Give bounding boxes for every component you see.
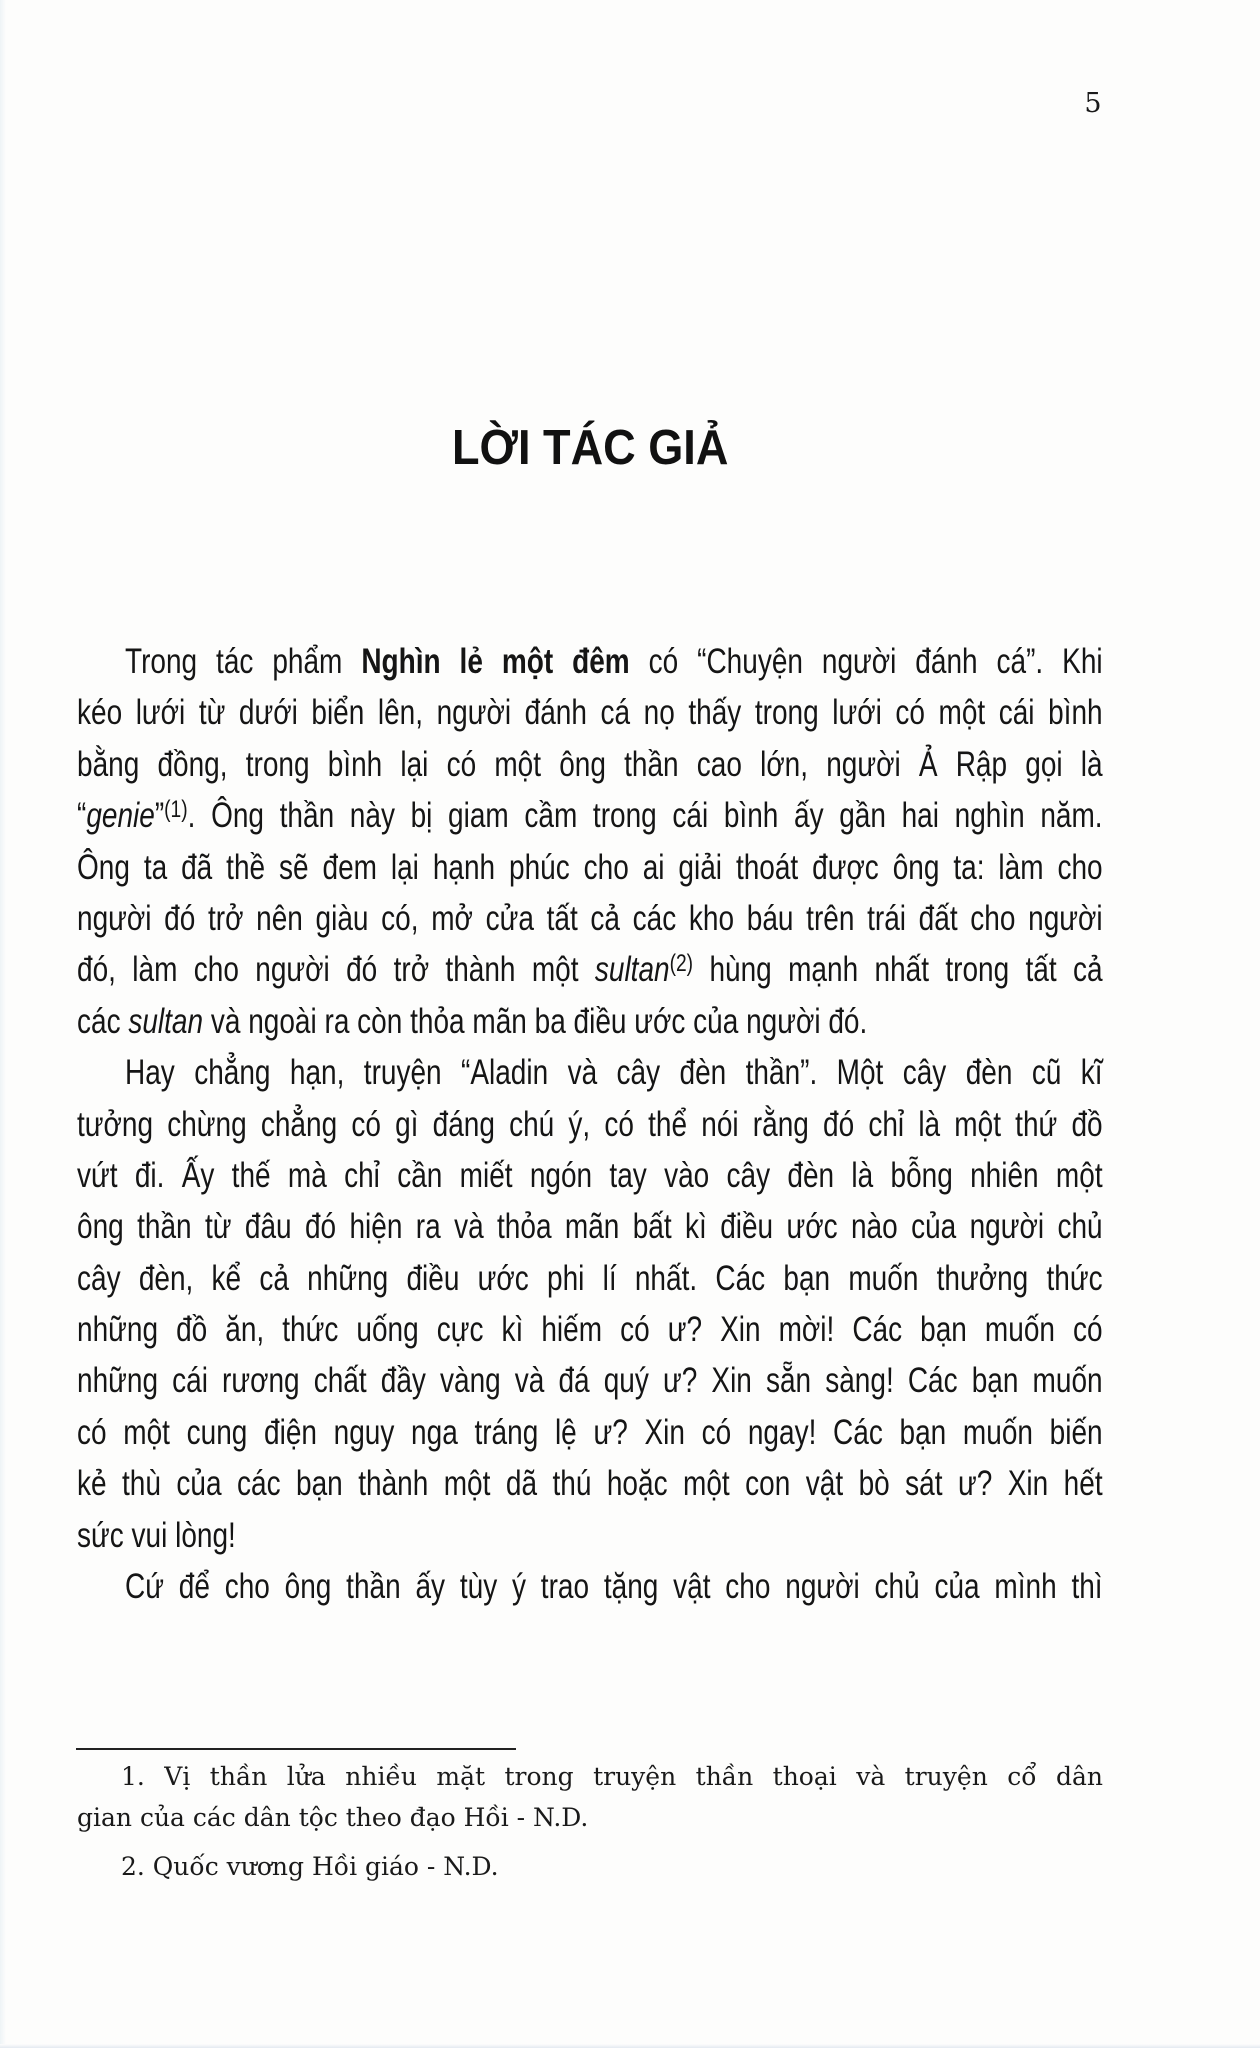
footnote-ref-2[interactable]: (2) [669, 950, 694, 978]
text-line: Hay chẳng hạn, truyện “Aladin và cây đèn thần”. Một cây đèn cũ kĩ [125, 1053, 1103, 1093]
paragraph-2 [77, 1051, 1103, 1565]
text-line: Ông ta đã thề sẽ đem lại hạnh phúc cho ai giải thoát được ông ta: làm cho [77, 847, 1103, 887]
text-line: người đó trở nên giàu có, mở cửa tất cả các kho báu trên trái đất cho người [77, 898, 1103, 938]
text-line: bằng đồng, trong bình lại có một ông thần cao lớn, người Ả Rập gọi là [77, 744, 1103, 784]
page-edge-left [0, 0, 6, 2048]
text-line: kéo lưới từ dưới biển lên, người đánh cá nọ thấy trong lưới có một cái bình [77, 693, 1103, 733]
paragraph-3 [77, 1565, 1103, 1616]
page-number: 5 [1084, 88, 1102, 119]
text-line: các sultan và ngoài ra còn thỏa mãn ba điều ước của người đó. [77, 1001, 868, 1041]
text-line: những đồ ăn, thức uống cực kì hiếm có ư? Xin mời! Các bạn muốn có [77, 1310, 1103, 1350]
text-line: “genie”$^{(1)}$. Ông thần này bị giam cầm trong cái bình ấy gần hai nghìn năm. [77, 796, 1103, 836]
footnote-line: 2. Quốc vương Hồi giáo - N.D. [121, 1852, 499, 1881]
text-line: những cái rương chất đầy vàng và đá quý ư? Xin sẵn sàng! Các bạn muốn [77, 1361, 1103, 1401]
page-title-text: LỜI TÁC GIẢ [451, 421, 729, 475]
text-line: Trong tác phẩm Nghìn lẻ một đêm có “Chuyện người đánh cá”. Khi [125, 642, 1103, 681]
text-line: đó, làm cho người đó trở thành một sultan$^{(2)}$ hùng mạnh nhất trong tất cả [77, 950, 1103, 990]
footnote-line: 1. Vị thần lửa nhiều mặt trong truyện thần thoại và truyện cổ dân [121, 1762, 1103, 1791]
footnote-1 [77, 1760, 1103, 1842]
text-line: có một cung điện nguy nga tráng lệ ư? Xin có ngay! Các bạn muốn biến [77, 1412, 1103, 1452]
footnote-divider [76, 1748, 516, 1750]
text-line: kẻ thù của các bạn thành một dã thú hoặc một con vật bò sát ư? Xin hết [77, 1464, 1103, 1504]
text-line: Cứ để cho ông thần ấy tùy ý trao tặng vật cho người chủ của mình thì [125, 1567, 1103, 1607]
footnote-ref-1[interactable]: (1) [164, 796, 188, 824]
text-line: cây đèn, kể cả những điều ước phi lí nhất. Các bạn muốn thưởng thức [77, 1258, 1103, 1298]
text-line: tưởng chừng chẳng có gì đáng chú ý, có thể nói rằng đó chỉ là một thứ đồ [77, 1104, 1103, 1144]
footnote-2 [77, 1850, 1103, 1891]
text-line: sức vui lòng! [77, 1515, 236, 1555]
footnote-line: gian của các dân tộc theo đạo Hồi - N.D. [77, 1803, 589, 1832]
page-edge-bottom [0, 2044, 1260, 2048]
page-title [0, 418, 1180, 478]
text-line: ông thần từ đâu đó hiện ra và thỏa mãn bất kì điều ước nào của người chủ [77, 1207, 1103, 1247]
footnotes [77, 1760, 1103, 1891]
book-title: Nghìn lẻ một đêm [361, 642, 630, 681]
text-line: vứt đi. Ấy thế mà chỉ cần miết ngón tay vào cây đèn là bỗng nhiên một [77, 1155, 1103, 1195]
body-text [77, 640, 1103, 1616]
paragraph-1 [77, 640, 1103, 1051]
